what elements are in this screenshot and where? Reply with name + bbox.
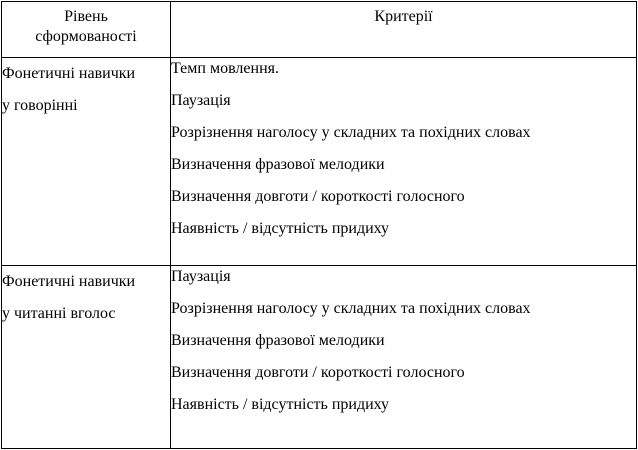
criteria-cell	[171, 58, 637, 266]
criteria-item: Наявність / відсутність придиху	[171, 396, 390, 413]
level-label-line1: Фонетичні навички	[2, 273, 136, 290]
criteria-cell	[171, 266, 637, 449]
criteria-item: Розрізнення наголосу у складних та похідних словах	[171, 300, 531, 317]
header-level-label: Рівень сформованості	[35, 8, 137, 45]
criteria-item: Наявність / відсутність придиху	[171, 220, 390, 237]
level-label-line2: у читанні вголос	[2, 305, 116, 322]
level-label-line1: Фонетичні навички	[2, 65, 136, 82]
table-row	[2, 266, 637, 449]
table-header-row	[2, 2, 637, 58]
criteria-item: Визначення довготи / короткості голосного	[171, 188, 465, 205]
level-cell	[2, 266, 171, 449]
criteria-item: Визначення фразової мелодики	[171, 332, 385, 349]
criteria-table	[1, 1, 637, 449]
level-cell	[2, 58, 171, 266]
header-level	[2, 2, 171, 58]
criteria-item: Розрізнення наголосу у складних та похідних словах	[171, 124, 531, 141]
criteria-item: Визначення довготи / короткості голосного	[171, 364, 465, 381]
table-row	[2, 58, 637, 266]
criteria-item: Темп мовлення.	[171, 60, 279, 77]
criteria-item: Паузація	[171, 268, 231, 285]
criteria-item: Паузація	[171, 92, 231, 109]
level-label-line2: у говорінні	[2, 97, 78, 114]
header-criteria-label: Критерії	[374, 8, 433, 25]
criteria-item: Визначення фразової мелодики	[171, 156, 385, 173]
header-criteria	[171, 2, 637, 58]
